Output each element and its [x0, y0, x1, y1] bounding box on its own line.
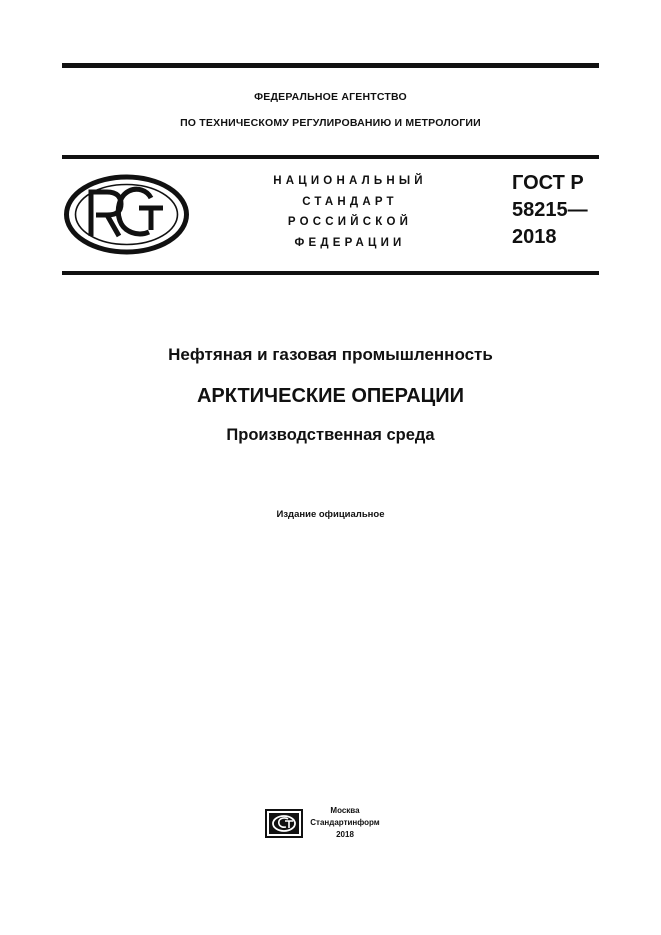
national-line: ФЕДЕРАЦИИ [294, 236, 406, 249]
gost-line: 58215— [512, 199, 588, 221]
gost-line: ГОСТ Р [512, 172, 584, 194]
publisher-city: Москва [330, 806, 360, 815]
bottom-rule [62, 271, 599, 275]
national-line: РОССИЙСКОЙ [287, 216, 413, 228]
top-rule [62, 63, 599, 68]
agency-line-1: ФЕДЕРАЛЬНОЕ АГЕНТСТВО [254, 91, 407, 103]
national-standard-block [250, 171, 450, 253]
document-title-line-2: АРКТИЧЕСКИЕ ОПЕРАЦИИ [196, 385, 465, 407]
gost-number [512, 170, 588, 251]
middle-rule [62, 155, 599, 159]
national-line: СТАНДАРТ [302, 195, 398, 208]
publisher-year: 2018 [336, 830, 354, 839]
edition-label: Издание официальное [276, 509, 385, 520]
gost-line: 2018 [512, 226, 557, 248]
document-title-line-1: Нефтяная и газовая промышленность [168, 345, 493, 364]
gost-r-logo-icon [63, 174, 190, 255]
publisher-name: Стандартинформ [310, 818, 380, 827]
national-line: НАЦИОНАЛЬНЫЙ [273, 175, 427, 187]
agency-line-2: ПО ТЕХНИЧЕСКОМУ РЕГУЛИРОВАНИЮ И МЕТРОЛОГИИ [180, 117, 481, 129]
document-title-line-3: Производственная среда [226, 426, 435, 444]
standartinform-logo-icon [265, 809, 303, 838]
publisher-block [310, 805, 380, 841]
